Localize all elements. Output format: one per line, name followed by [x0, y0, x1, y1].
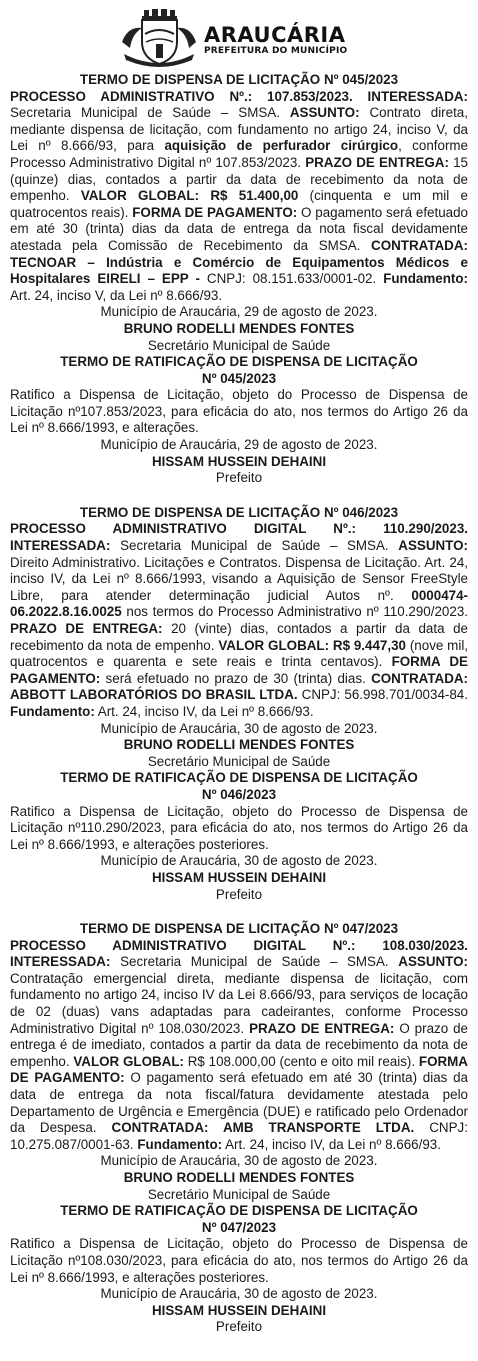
forma-text: O pagamento será efetuado em até 30 (trinta) dias da data de entrega da nota fiscal/fatura devidamente atestada pelo Departamento de Urgência e Emergência (DUE) e ratificado pelo Ordenador da Despesa. — [10, 1070, 468, 1136]
assunto-label: ASSUNTO: — [398, 954, 468, 970]
forma-label: FORMA DE PAGAMENTO: — [10, 1053, 468, 1086]
notice-title: TERMO DE DISPENSA DE LICITAÇÃO Nº 047/2023 — [79, 921, 399, 937]
notice-body — [10, 89, 468, 305]
notice-title: TERMO DE DISPENSA DE LICITAÇÃO Nº 046/2023 — [79, 504, 399, 520]
signer-name: BRUNO RODELLI MENDES FONTES — [123, 1170, 355, 1185]
fundamento-text: Art. 24, inciso V, da Lei nº 8.666/93. — [10, 287, 223, 303]
notice-046 — [10, 505, 468, 903]
fundamento-label: Fundamento: — [383, 271, 468, 287]
cnpj: CNPJ: 56.998.701/0034-84. — [301, 687, 468, 703]
ratification-date: Município de Araucária, 30 de agosto de 2023. — [100, 853, 378, 869]
interessada: Secretaria Municipal de Saúde – SMSA. — [10, 105, 280, 121]
assunto-text: Contratação emergencial direta, mediante dispensa de licitação, com fundamento no artigo 24, inciso IV da Lei 8.666/93, para serviços de locação de 02 (duas) vans adaptadas para cadeirantes, conforme Processo Administrativo Digital nº 108.030/2023. — [10, 970, 468, 1036]
mayor-name: HISSAM HUSSEIN DEHAINI — [151, 453, 327, 469]
prazo-text: 20 (vinte) dias, contados a partir da data de recebimento da nota de empenho. — [10, 621, 468, 653]
signer-name: BRUNO RODELLI MENDES FONTES — [123, 320, 355, 336]
ratification-title: TERMO DE RATIFICAÇÃO DE DISPENSA DE LICITAÇÃO — [60, 1203, 418, 1219]
signer-role: Secretário Municipal de Saúde — [147, 753, 331, 769]
ratification-title: TERMO DE RATIFICAÇÃO DE DISPENSA DE LICITAÇÃO — [60, 354, 418, 370]
gazette-content — [10, 72, 468, 1336]
process-label: PROCESSO ADMINISTRATIVO DIGITAL Nº.: 108.030/2023. INTERESSADA: — [10, 937, 468, 970]
fundamento-text: Art. 24, inciso IV, da Lei nº 8.666/93. — [225, 1136, 441, 1152]
ratification-title: TERMO DE RATIFICAÇÃO DE DISPENSA DE LICITAÇÃO — [60, 770, 418, 786]
forma-label: FORMA DE PAGAMENTO: — [132, 204, 298, 220]
prazo-label: PRAZO DE ENTREGA: — [305, 154, 449, 170]
place-date: Município de Araucária, 30 de agosto de 2023. — [100, 1153, 378, 1169]
fundamento-text: Art. 24, inciso IV, da Lei nº 8.666/93. — [97, 703, 314, 719]
forma-label: FORMA DE PAGAMENTO: — [10, 654, 468, 686]
assunto-label: ASSUNTO: — [289, 105, 360, 121]
signer-role: Secretário Municipal de Saúde — [147, 337, 331, 353]
ratification-number: Nº 046/2023 — [201, 786, 277, 802]
assunto-object: aquisição de perfurador cirúrgico — [164, 138, 399, 154]
mayor-role: Prefeito — [215, 470, 263, 486]
forma-text: será efetuado no prazo de 30 (trinta) dias. — [105, 670, 366, 686]
assunto-label: ASSUNTO: — [398, 538, 468, 554]
process-label: PROCESSO ADMINISTRATIVO DIGITAL Nº.: 110.290/2023. INTERESSADA: — [10, 521, 468, 554]
notice-047 — [10, 921, 468, 1336]
notice-title: TERMO DE DISPENSA DE LICITAÇÃO Nº 045/2023 — [79, 72, 399, 87]
ratification-text: Ratifico a Dispensa de Licitação, objeto do Processo de Dispensa de Licitação nº110.290/2023, para eficácia do ato, nos termos do Artigo 26 da Lei nº 8.666/1993, e alterações posteriores. — [10, 803, 468, 852]
contratada-label: CONTRATADA: ABBOTT LABORATÓRIOS DO BRASIL LTDA. — [10, 670, 468, 703]
place-date: Município de Araucária, 29 de agosto de 2023. — [100, 304, 378, 320]
prazo-label: PRAZO DE ENTREGA: — [249, 1020, 395, 1036]
fundamento-label: Fundamento: — [137, 1136, 223, 1152]
valor-label: VALOR GLOBAL: — [73, 1053, 184, 1069]
fundamento-label: Fundamento: — [10, 703, 95, 719]
notice-045 — [10, 72, 468, 487]
ratification-date: Município de Araucária, 29 de agosto de 2023. — [100, 437, 378, 453]
ratification-number: Nº 045/2023 — [201, 370, 277, 386]
mayor-role: Prefeito — [215, 1319, 263, 1335]
valor-text: (cinquenta e um mil e quatrocentos reais). — [10, 188, 468, 220]
cnpj: CNPJ: 08.151.633/0001-02. — [206, 271, 377, 287]
section-spacer — [10, 903, 468, 921]
mayor-name: HISSAM HUSSEIN DEHAINI — [151, 1302, 327, 1318]
prazo-text: 15 (quinze) dias, contados a partir da data de recebimento da nota de empenho. — [10, 154, 468, 204]
mayor-role: Prefeito — [215, 886, 263, 902]
forma-text: O pagamento será efetuado em até 30 (trinta) dias da data de entrega da nota fiscal devidamente atestada pela Comissão de Recebimento da SMSA. — [10, 204, 468, 253]
autos-number: 0000474-06.2022.8.16.0025 — [10, 587, 468, 620]
prazo-text: O prazo de entrega é de imediato, contados a partir da data de recebimento da nota de empenho. — [10, 1020, 469, 1069]
ratification-date: Município de Araucária, 30 de agosto de 2023. — [100, 1286, 378, 1302]
prazo-label: PRAZO DE ENTREGA: — [10, 621, 163, 636]
masthead — [0, 0, 478, 70]
valor-text: (nove mil, quatrocentos e quarenta e sete reais e trinta centavos). — [10, 637, 469, 670]
municipality-subtitle: PREFEITURA DO MUNICÍPIO — [204, 46, 348, 56]
valor-text: R$ 108.000,00 (cento e oito mil reais). — [187, 1053, 416, 1069]
notice-body — [10, 521, 468, 720]
notice-body — [10, 938, 468, 1154]
municipality-brand — [204, 24, 347, 56]
ratification-number: Nº 047/2023 — [201, 1219, 277, 1235]
process-label: PROCESSO ADMINISTRATIVO Nº.: 107.853/2023. INTERESSADA: — [10, 88, 468, 104]
signer-name: BRUNO RODELLI MENDES FONTES — [123, 737, 355, 753]
assunto-text: Contrato direta, mediante dispensa de licitação, com fundamento no artigo 24, inciso V, da Lei nº 8.666/93, para — [10, 105, 468, 154]
ratification-text: Ratifico a Dispensa de Licitação, objeto do Processo de Dispensa de Licitação nº107.853/2023, para eficácia do ato, nos termos do Artigo 26 da Lei nº 8.666/1993, e alterações. — [10, 387, 468, 436]
contratada-label: CONTRATADA: TECNOAR – Indústria e Comércio de Equipamentos Médicos e Hospitalares EIRELI – EPP - — [10, 237, 468, 287]
assunto-text: Direito Administrativo. Licitações e Contratos. Dispensa de Licitação. Art. 24, inciso IV, da Lei nº 8.666/1993, visando a Aquisição de Sensor FreeStyle Libre, para atender determinação judicial Autos nº. — [10, 554, 468, 603]
interessada: Secretaria Municipal de Saúde – SMSA. — [120, 954, 389, 970]
place-date: Município de Araucária, 30 de agosto de 2023. — [100, 720, 378, 736]
mayor-name: HISSAM HUSSEIN DEHAINI — [151, 869, 327, 885]
ratification-text: Ratifico a Dispensa de Licitação, objeto do Processo de Dispensa de Licitação nº108.030/2023, para eficácia do ato, nos termos do Artigo 26 da Lei nº 8.666/1993, e alterações posteriores. — [10, 1236, 468, 1285]
assunto-reference: nos termos do Processo Administrativo nº 110.290/2023. — [126, 604, 468, 620]
signer-role: Secretário Municipal de Saúde — [147, 1186, 331, 1202]
valor-label: VALOR GLOBAL: R$ 9.447,30 — [218, 637, 406, 653]
interessada: Secretaria Municipal de Saúde – SMSA. — [120, 538, 389, 554]
section-spacer — [10, 487, 468, 505]
municipality-name: ARAUCÁRIA — [204, 23, 346, 47]
assunto-reference: , conforme Processo Administrativo Digital nº 107.853/2023. — [10, 138, 468, 170]
municipal-crest-icon — [118, 8, 200, 68]
contratada-label: CONTRATADA: AMB TRANSPORTE LTDA. — [111, 1120, 415, 1136]
cnpj: CNPJ: 10.275.087/0001-63. — [10, 1120, 468, 1152]
valor-label: VALOR GLOBAL: R$ 51.400,00 — [80, 188, 299, 204]
